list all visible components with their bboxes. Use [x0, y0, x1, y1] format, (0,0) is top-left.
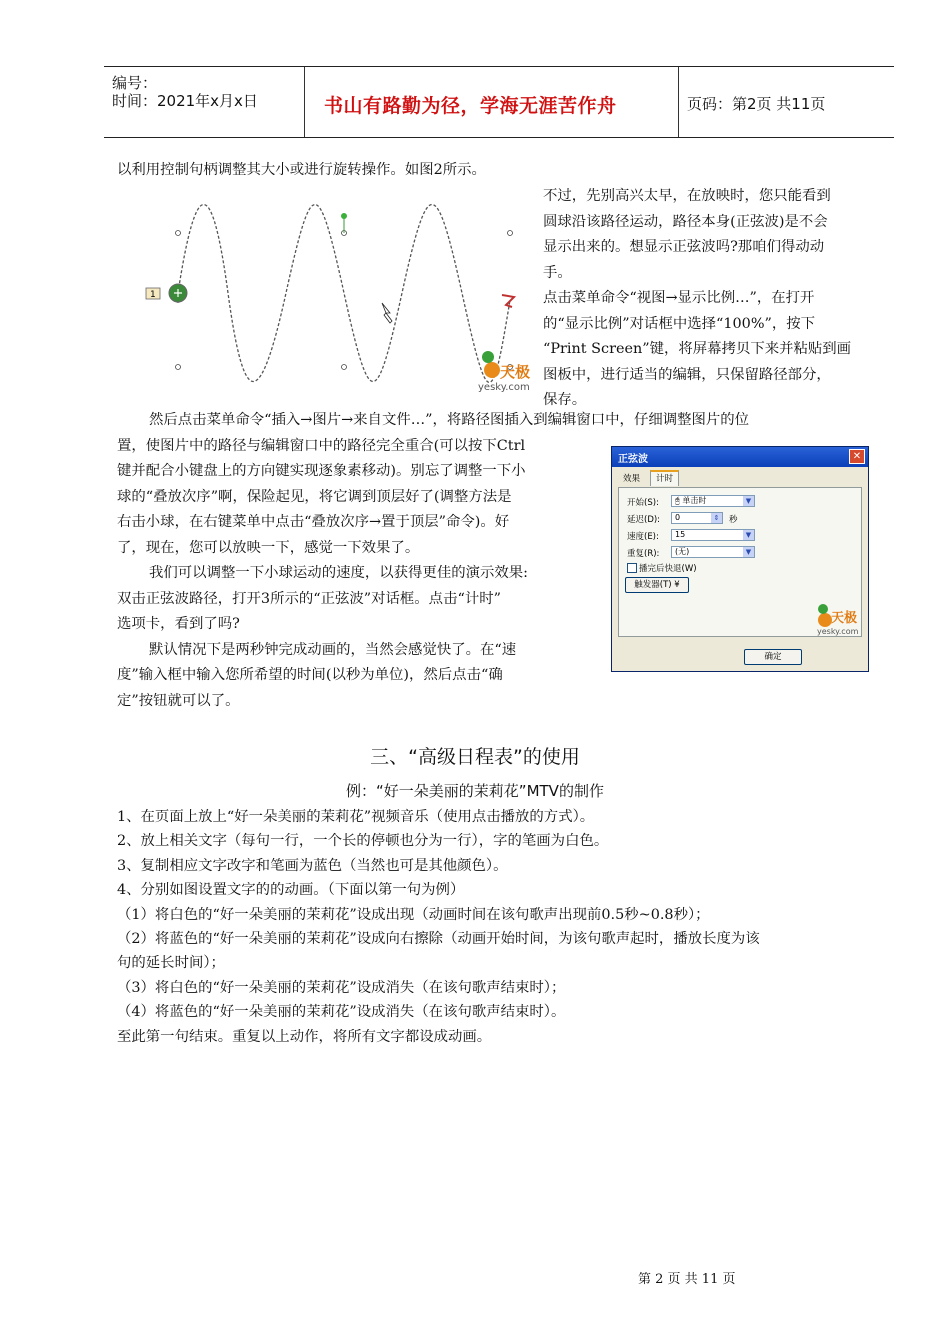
end-marker-icon [502, 295, 514, 307]
tab-effect[interactable]: 效果 [623, 474, 641, 484]
start-select[interactable] [671, 495, 755, 507]
page-footer: 第 2 页 共 11 页 [638, 1272, 736, 1287]
rewind-checkbox[interactable] [627, 563, 637, 573]
start-label: 开始(S): [627, 498, 659, 508]
delay-input[interactable] [671, 512, 723, 524]
text-line: 了，现在，您可以放映一下，感觉一下效果了。 [117, 539, 420, 556]
delay-label: 延迟(D): [627, 515, 661, 525]
text-line: 定”按钮就可以了。 [117, 692, 240, 709]
resize-handle [176, 365, 181, 370]
text-line: 手。 [543, 264, 572, 281]
speed-label: 速度(E): [627, 532, 659, 542]
steps-list [117, 805, 760, 1049]
chevron-down-icon: ▼ [743, 547, 754, 557]
text-line: 圆球沿该路径运动，路径本身(正弦波)是不会 [543, 213, 828, 230]
text-line: 度”输入框中输入您所希望的时间(以秒为单位)，然后点击“确 [117, 667, 503, 683]
text-line: 图板中，进行适当的编辑，只保留路径部分， [543, 366, 831, 383]
rewind-label: 播完后快退(W) [639, 564, 697, 574]
text-line: 右击小球，在右键菜单中点击“叠放次序→置于顶层”命令)。好 [117, 514, 510, 530]
dialog-title: 正弦波 [618, 454, 648, 465]
step-item: 2、放上相关文字（每句一行，一个长的停顿也分为一行），字的笔画为白色。 [117, 833, 609, 850]
header-table [104, 66, 894, 138]
ok-button[interactable]: 确定 [744, 649, 802, 665]
watermark-logo [815, 596, 865, 636]
text-line: 我们可以调整一下小球运动的速度，以获得更佳的演示效果: [149, 565, 529, 581]
mouse-icon: 🖰 [675, 496, 683, 505]
step-item: （1）将白色的“好一朵美丽的茉莉花”设成出现（动画时间在该句歌声出现前0.5秒~0.8秒）； [117, 906, 710, 923]
repeat-value: (无) [675, 547, 690, 556]
start-value: 单击时 [682, 496, 707, 505]
trigger-button[interactable]: 触发器(T) ¥ [625, 577, 689, 593]
tab-timing[interactable]: 计时 [650, 470, 679, 486]
text-line: 置，使图片中的路径与编辑窗口中的路径完全重合(可以按下Ctrl [117, 437, 526, 454]
resize-handle [176, 231, 181, 236]
watermark-text: 天极 [500, 363, 531, 381]
text-line: 球的“叠放次序”啊，保险起见，将它调到顶层好了(调整方法是 [117, 488, 512, 505]
text-line: 的“显示比例”对话框中选择“100%”，按下 [543, 315, 816, 332]
time-label: 时间：2021年x月x日 [112, 92, 258, 110]
text-line: 默认情况下是两秒钟完成动画的，当然会感觉快了。在“速 [149, 641, 517, 658]
repeat-select[interactable] [671, 546, 755, 558]
resize-handle [508, 231, 513, 236]
step-item: （3）将白色的“好一朵美丽的茉莉花”设成消失（在该句歌声结束时）； [117, 979, 566, 996]
right-column-text [543, 184, 851, 414]
section-heading: 三、“高级日程表”的使用 [370, 746, 580, 768]
step-item: （2）将蓝色的“好一朵美丽的茉莉花”设成向右擦除（动画开始时间，为该句歌声起时，播放长度为该 [117, 931, 760, 948]
text-line: 不过，先别高兴太早，在放映时，您只能看到 [543, 188, 831, 204]
svg-text:yesky.com: yesky.com [817, 627, 859, 636]
paragraph-intro: 以利用控制句柄调整其大小或进行旋转操作。如图2所示。 [117, 162, 486, 178]
svg-text:天极: 天极 [831, 611, 858, 626]
rotate-handle [341, 213, 347, 219]
speed-value: 15 [675, 530, 686, 539]
resize-handle [342, 365, 347, 370]
spinner-icon[interactable]: ⇕ [711, 513, 722, 523]
sine-path-figure [140, 205, 531, 395]
repeat-label: 重复(R): [627, 549, 660, 559]
step-item: 1、在页面上放上“好一朵美丽的茉莉花”视频音乐（使用点击播放的方式）。 [117, 809, 595, 825]
example-title: 例：“好一朵美丽的茉莉花”MTV的制作 [346, 782, 604, 800]
step-item: 至此第一句结束。重复以上动作，将所有文字都设成动画。 [117, 1028, 492, 1045]
step-item: （4）将蓝色的“好一朵美丽的茉莉花”设成消失（在该句歌声结束时）。 [117, 1004, 566, 1021]
text-line: “Print Screen”键，将屏幕拷贝下来并粘贴到画 [543, 341, 852, 357]
text-line: 键并配合小键盘上的方向键实现逐象素移动)。别忘了调整一下小 [117, 463, 526, 479]
header-motto: 书山有路勤为径，学海无涯苦作舟 [324, 95, 617, 117]
step-item: 3、复制相应文字改字和笔画为蓝色（当然也可是其他颜色）。 [117, 857, 508, 874]
text-line: 点击菜单命令“视图→显示比例…”，在打开 [543, 290, 815, 306]
step-item: 句的延长时间）； [117, 955, 225, 972]
dialog-titlebar [612, 447, 868, 467]
text-line: 然后点击菜单命令“插入→图片→来自文件…”，将路径图插入到编辑窗口中，仔细调整图片的位 [149, 412, 750, 428]
delay-unit: 秒 [729, 515, 738, 525]
page-label: 页码：第2页 共11页 [687, 95, 826, 113]
sine-dialog [611, 446, 869, 672]
header-divider [304, 67, 305, 137]
text-line: 双击正弦波路径，打开3所示的“正弦波”对话框。点击“计时” [117, 590, 501, 607]
animation-marker-label: 1 [150, 290, 156, 300]
text-line: 显示出来的。想显示正弦波吗?那咱们得动动 [543, 239, 825, 255]
chevron-down-icon: ▼ [743, 496, 754, 506]
chevron-down-icon: ▼ [743, 530, 754, 540]
text-line: 选项卡，看到了吗? [117, 616, 240, 632]
header-divider [678, 67, 679, 137]
number-label: 编号： [112, 74, 158, 92]
text-line: 保存。 [543, 392, 587, 408]
timing-panel [618, 487, 862, 637]
cursor-move-icon [382, 303, 392, 323]
step-item: 4、分别如图设置文字的的动画。（下面以第一句为例） [117, 882, 465, 899]
watermark-url: yesky.com [478, 382, 530, 393]
delay-value: 0 [675, 513, 681, 522]
watermark-logo-icon [484, 362, 500, 378]
close-icon[interactable]: ✕ [849, 449, 865, 464]
speed-input[interactable] [671, 529, 755, 541]
